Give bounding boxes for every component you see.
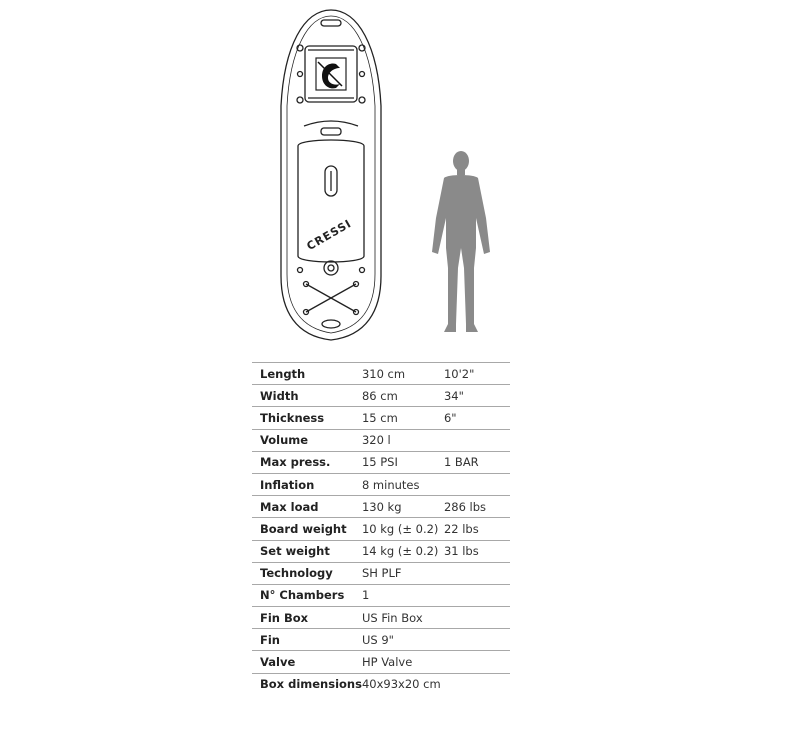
- spec-imperial-value: 286 lbs: [444, 496, 510, 518]
- spec-label: Fin Box: [252, 607, 362, 629]
- spec-imperial-value: 1 BAR: [444, 451, 510, 473]
- spec-imperial-value: 31 lbs: [444, 540, 510, 562]
- spec-label: Fin: [252, 629, 362, 651]
- spec-row: [252, 562, 510, 584]
- spec-imperial-value: 10'2": [444, 363, 510, 385]
- spec-row: [252, 473, 510, 495]
- spec-imperial-value: [444, 607, 510, 629]
- spec-row: [252, 496, 510, 518]
- spec-row: [252, 607, 510, 629]
- spec-metric-value: 14 kg (± 0.2): [362, 540, 444, 562]
- specifications-table: [252, 362, 510, 695]
- spec-row: [252, 673, 510, 695]
- spec-row: [252, 429, 510, 451]
- spec-label: Volume: [252, 429, 362, 451]
- spec-imperial-value: [444, 562, 510, 584]
- spec-imperial-value: [444, 429, 510, 451]
- spec-metric-value: 10 kg (± 0.2): [362, 518, 444, 540]
- spec-label: Length: [252, 363, 362, 385]
- spec-imperial-value: [444, 584, 510, 606]
- spec-imperial-value: [444, 673, 510, 695]
- spec-row: [252, 540, 510, 562]
- spec-label: Inflation: [252, 473, 362, 495]
- person-silhouette-icon: [420, 148, 502, 338]
- spec-imperial-value: 6": [444, 407, 510, 429]
- spec-row: [252, 451, 510, 473]
- spec-label: Set weight: [252, 540, 362, 562]
- spec-label: Technology: [252, 562, 362, 584]
- spec-metric-value: 8 minutes: [362, 473, 444, 495]
- spec-label: Width: [252, 385, 362, 407]
- spec-metric-value: US Fin Box: [362, 607, 444, 629]
- spec-row: [252, 407, 510, 429]
- spec-imperial-value: [444, 473, 510, 495]
- spec-label: N° Chambers: [252, 584, 362, 606]
- spec-row: [252, 629, 510, 651]
- spec-metric-value: 1: [362, 584, 444, 606]
- spec-metric-value: SH PLF: [362, 562, 444, 584]
- spec-imperial-value: 22 lbs: [444, 518, 510, 540]
- spec-label: Max press.: [252, 451, 362, 473]
- spec-row: [252, 385, 510, 407]
- spec-label: Board weight: [252, 518, 362, 540]
- spec-metric-value: 15 PSI: [362, 451, 444, 473]
- spec-imperial-value: [444, 629, 510, 651]
- spec-metric-value: 130 kg: [362, 496, 444, 518]
- spec-label: Valve: [252, 651, 362, 673]
- spec-metric-value: HP Valve: [362, 651, 444, 673]
- spec-metric-value: 320 l: [362, 429, 444, 451]
- spec-row: [252, 363, 510, 385]
- spec-metric-value: 86 cm: [362, 385, 444, 407]
- spec-metric-value: 310 cm: [362, 363, 444, 385]
- spec-imperial-value: [444, 651, 510, 673]
- spec-row: [252, 584, 510, 606]
- spec-label: Max load: [252, 496, 362, 518]
- spec-imperial-value: 34": [444, 385, 510, 407]
- spec-metric-value: US 9": [362, 629, 444, 651]
- spec-row: [252, 518, 510, 540]
- sup-board-illustration: [278, 6, 384, 344]
- spec-label: Box dimensions: [260, 677, 362, 692]
- spec-metric-value: 15 cm: [362, 407, 444, 429]
- spec-row: [252, 651, 510, 673]
- cressi-logo-patch-icon: [316, 58, 346, 90]
- board-brand-text: CRESSI: [304, 216, 354, 253]
- spec-metric-value: 40x93x20 cm: [361, 677, 441, 692]
- spec-label: Thickness: [252, 407, 362, 429]
